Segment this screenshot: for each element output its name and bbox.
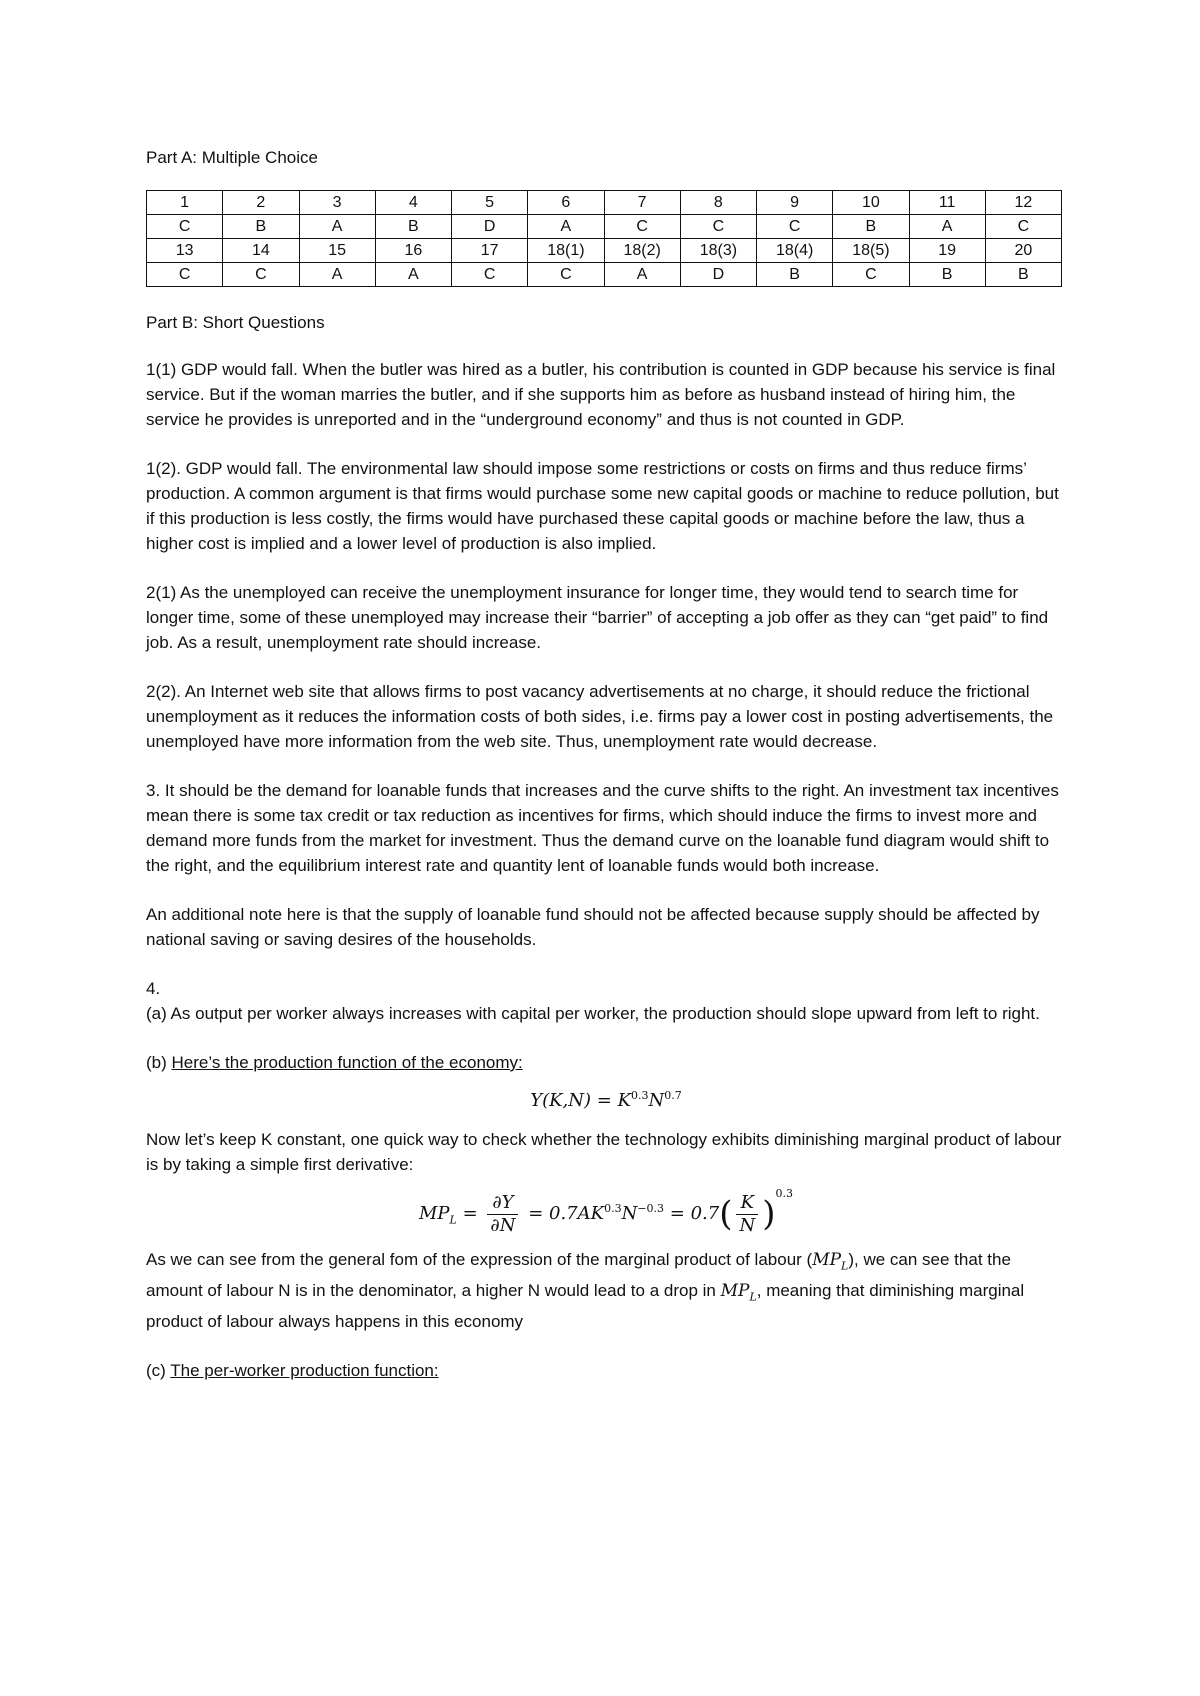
table-cell: 18(3) xyxy=(680,239,756,263)
table-row xyxy=(147,215,1062,239)
table-cell: 18(4) xyxy=(757,239,833,263)
frac-denominator: ∂N xyxy=(490,1214,516,1236)
table-cell: 2 xyxy=(223,191,299,215)
left-paren: ( xyxy=(719,1194,733,1234)
table-cell: 6 xyxy=(528,191,604,215)
table-cell: B xyxy=(375,215,451,239)
part-b-heading: Part B: Short Questions xyxy=(146,313,325,332)
answer-table xyxy=(146,190,1062,287)
table-cell: 3 xyxy=(299,191,375,215)
table-row xyxy=(147,263,1062,287)
table-cell: 16 xyxy=(375,239,451,263)
table-cell: 5 xyxy=(452,191,528,215)
answer-3: 3. It should be the demand for loanable funds that increases and the curve shifts to the right. An investment tax incentives mean there is some tax credit or tax reduction as incentives for firms, which should induce the firms to invest more and demand more funds from the market for investment. Thus the demand curve on the loanable fund diagram would shift to the right, and the equilibrium interest rate and quantity lent of loanable funds would both increase. xyxy=(146,781,1059,875)
answer-4c-heading xyxy=(146,1358,1066,1383)
answer-4b-prefix: (b) xyxy=(146,1053,172,1072)
table-cell: 9 xyxy=(757,191,833,215)
eq2-exp-a: 0.3 xyxy=(604,1202,622,1215)
document-page xyxy=(146,146,1066,1383)
table-cell: 18(1) xyxy=(528,239,604,263)
part-a-heading: Part A: Multiple Choice xyxy=(146,148,318,167)
eq2-sub-l: L xyxy=(449,1213,457,1227)
additional-note: An additional note here is that the supply of loanable fund should not be affected because supply should be affected by national saving or saving desires of the households. xyxy=(146,905,1040,949)
table-cell: C xyxy=(452,263,528,287)
eq2-n: N xyxy=(621,1203,638,1224)
table-cell: 20 xyxy=(985,239,1061,263)
mpl-symbol-2 xyxy=(720,1280,757,1304)
answer-2-2: 2(2). An Internet web site that allows firms to post vacancy advertisements at no charge, it should reduce the frictional unemployment as it reduces the information costs of both sides, i.e. firms pay a lower cost in posting advertisements, the unemployed have more information from the web site. Thus, unemployment rate would decrease. xyxy=(146,682,1054,751)
eq1-exp1: 0.3 xyxy=(631,1089,649,1102)
answer-4-label: 4. xyxy=(146,979,161,998)
answer-4b-heading xyxy=(146,1050,1066,1075)
mpl-1-sub: L xyxy=(841,1258,849,1272)
answer-4c-prefix: (c) xyxy=(146,1361,171,1381)
production-function-equation xyxy=(146,1089,1066,1111)
table-cell: C xyxy=(680,215,756,239)
table-cell: 13 xyxy=(147,239,223,263)
eq1-exp2: 0.7 xyxy=(664,1089,682,1102)
eq2-equals-2: = 0.7 xyxy=(664,1203,720,1224)
table-cell: A xyxy=(375,263,451,287)
answer-4b-title: Here’s the production function of the economy: xyxy=(171,1053,523,1072)
eq2-mid: = 0.7AK xyxy=(528,1203,605,1224)
table-cell: B xyxy=(985,263,1061,287)
marginal-product-equation xyxy=(146,1187,1066,1237)
frac-n: N xyxy=(739,1214,756,1236)
table-cell: A xyxy=(909,215,985,239)
k-over-n-fraction xyxy=(736,1192,758,1237)
table-cell: A xyxy=(299,215,375,239)
partial-derivative-fraction xyxy=(487,1192,518,1237)
answer-1-2: 1(2). GDP would fall. The environmental law should impose some restrictions or costs on firms and thus reduce firms’ production. A common argument is that firms would purchase some new capital goods or machine to reduce pollution, but if this production is less costly, the firms would have purchased these capital goods or machine before the law, thus a higher cost is implied and a lower level of production is also implied. xyxy=(146,459,1059,553)
answer-4c-title: The per-worker production function: xyxy=(170,1361,439,1381)
table-cell: C xyxy=(223,263,299,287)
table-cell: 8 xyxy=(680,191,756,215)
table-cell: 1 xyxy=(147,191,223,215)
eq2-mp: MP xyxy=(419,1203,450,1224)
table-cell: A xyxy=(604,263,680,287)
table-row xyxy=(147,239,1062,263)
table-cell: 14 xyxy=(223,239,299,263)
eq1-mid: N xyxy=(648,1090,665,1111)
table-cell: C xyxy=(604,215,680,239)
conclusion-part-2: ), we can see that the amount of labour N is in the denominator, a higher N would lead to a drop in xyxy=(146,1249,1011,1300)
mpl-2-sub: L xyxy=(749,1290,757,1304)
eq2-exp-b: −0.3 xyxy=(637,1202,665,1215)
table-cell: 10 xyxy=(833,191,909,215)
mpl-1-mp: MP xyxy=(812,1249,842,1270)
right-paren: ) xyxy=(762,1194,776,1234)
eq2-exp-c: 0.3 xyxy=(775,1187,793,1200)
table-cell: 12 xyxy=(985,191,1061,215)
table-cell: 18(5) xyxy=(833,239,909,263)
conclusion-part-3: , meaning that diminishing marginal product of labour always happens in this economy xyxy=(146,1280,1025,1332)
table-cell: C xyxy=(147,215,223,239)
table-cell: D xyxy=(452,215,528,239)
table-cell: 17 xyxy=(452,239,528,263)
table-cell: B xyxy=(757,263,833,287)
table-cell: 7 xyxy=(604,191,680,215)
table-cell: C xyxy=(528,263,604,287)
mpl-symbol-1 xyxy=(812,1250,848,1270)
conclusion-part-1: As we can see from the general fom of the expression of the marginal product of labour ( xyxy=(146,1249,813,1269)
table-cell: A xyxy=(299,263,375,287)
answer-4b-text: Now let’s keep K constant, one quick way to check whether the technology exhibits diminishing marginal product of labour is by taking a simple first derivative: xyxy=(146,1130,1062,1174)
eq1-lhs: Y(K,N) = K xyxy=(530,1090,632,1111)
frac-k: K xyxy=(736,1192,758,1215)
eq2-equals: = xyxy=(456,1203,484,1224)
answer-2-1: 2(1) As the unemployed can receive the unemployment insurance for longer time, they would tend to search time for longer time, some of these unemployed may increase their “barrier” of accepting a job offer as they can “get paid” to find job. As a result, unemployment rate should increase. xyxy=(146,583,1049,652)
table-cell: B xyxy=(909,263,985,287)
table-cell: 15 xyxy=(299,239,375,263)
answer-1-1: 1(1) GDP would fall. When the butler was hired as a butler, his contribution is counted in GDP because his service is final service. But if the woman marries the butler, and if she supports him as before as husband instead of hiring him, the service he provides is unreported and in the “underground economy” and thus is not counted in GDP. xyxy=(146,360,1056,429)
table-cell: 19 xyxy=(909,239,985,263)
table-cell: 18(2) xyxy=(604,239,680,263)
table-cell: B xyxy=(833,215,909,239)
table-cell: B xyxy=(223,215,299,239)
table-cell: 11 xyxy=(909,191,985,215)
table-cell: 4 xyxy=(375,191,451,215)
table-cell: C xyxy=(147,263,223,287)
table-cell: C xyxy=(757,215,833,239)
answer-4a: (a) As output per worker always increases with capital per worker, the production should slope upward from left to right. xyxy=(146,1004,1040,1023)
table-row xyxy=(147,191,1062,215)
mpl-2-mp: MP xyxy=(720,1280,750,1301)
frac-numerator: ∂Y xyxy=(487,1192,518,1215)
table-cell: C xyxy=(833,263,909,287)
table-cell: C xyxy=(985,215,1061,239)
table-cell: D xyxy=(680,263,756,287)
answer-4b-conclusion xyxy=(146,1247,1066,1335)
table-cell: A xyxy=(528,215,604,239)
